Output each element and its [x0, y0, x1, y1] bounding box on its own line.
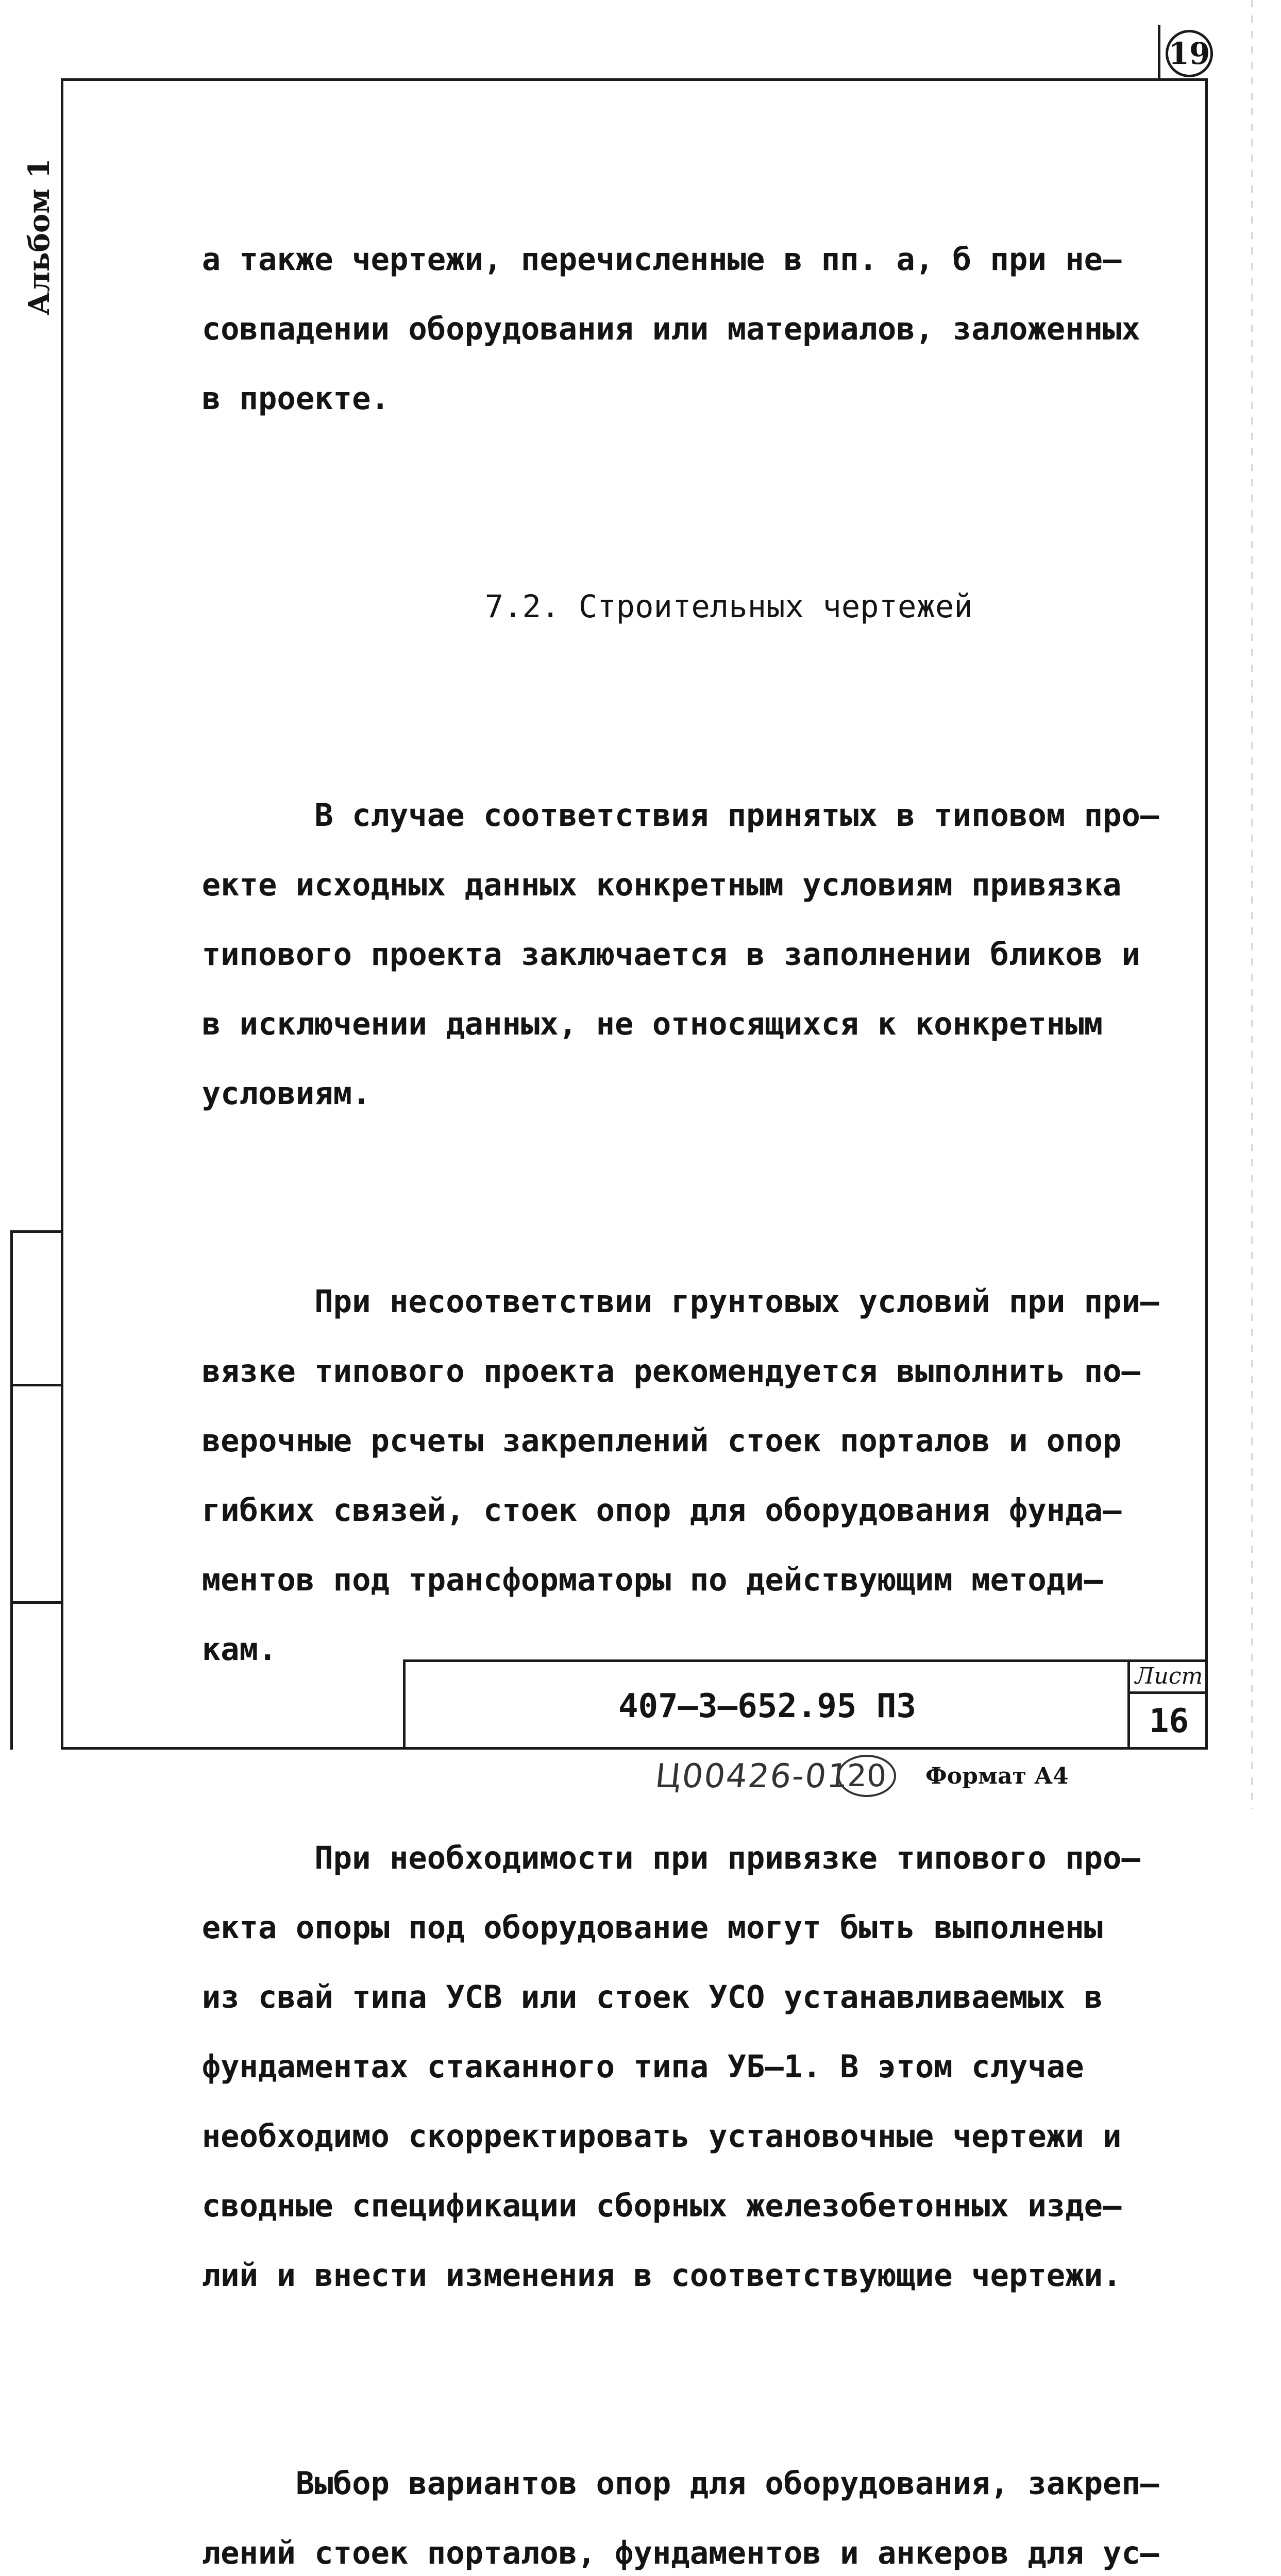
text-line: В случае соответствия принятых в типовом про– — [202, 798, 1159, 834]
heading-text: 7.2. Строительных чертежей — [485, 589, 973, 625]
paragraph — [127, 1250, 1204, 1703]
text-line: верочные рсчеты закреплений стоек порталов и опор — [202, 1423, 1122, 1459]
text-line: в исключении данных, не относящихся к конкретным — [202, 1006, 1103, 1042]
handwritten-archive-code: Ц00426-01 — [653, 1757, 851, 1796]
side-album-label: Альбом 1 — [22, 159, 56, 316]
paragraph — [127, 1806, 1204, 2328]
paragraph — [127, 208, 1204, 451]
text-line: фундаментах стаканного типа УБ–1. В этом случае — [202, 2049, 1084, 2085]
sheet-number: 16 — [1130, 1698, 1208, 1744]
text-line: а также чертежи, перечисленные в пп. а, б при не– — [202, 242, 1122, 278]
text-line: вязке типового проекта рекомендуется выполнить по– — [202, 1353, 1140, 1389]
text-line: кам. — [202, 1632, 277, 1668]
text-line: При несоответствии грунтовых условий при при– — [202, 1284, 1159, 1320]
paragraph — [127, 2432, 1204, 2576]
left-margin-strip — [10, 1230, 63, 1750]
document-code: 407–3–652.95 ПЗ — [407, 1686, 1127, 1727]
page-number: 19 — [1166, 30, 1213, 77]
section-heading — [127, 555, 1204, 660]
sheet-label: Лист — [1130, 1662, 1208, 1691]
text-line: екте исходных данных конкретным условиям привязка — [202, 867, 1122, 903]
text-line: условиям. — [202, 1076, 371, 1112]
paragraph — [127, 764, 1204, 1146]
text-line: ментов под трансформаторы по действующим методи– — [202, 1562, 1103, 1598]
format-label: Формат А4 — [925, 1761, 1069, 1792]
sheet-divider — [1127, 1691, 1208, 1694]
text-line: совпадении оборудования или материалов, заложенных — [202, 311, 1140, 347]
text-line: типового проекта заключается в заполнении бликов и — [202, 937, 1140, 973]
text-line: в проекте. — [202, 381, 390, 417]
handwritten-circled-number: 20 — [837, 1755, 896, 1797]
margin-divider — [10, 1384, 63, 1386]
scan-edge-line — [1251, 0, 1253, 1809]
text-line: из свай типа УСВ или стоек УСО устанавливаемых в — [202, 1979, 1103, 2015]
text-line: гибких связей, стоек опор для оборудования фунда– — [202, 1493, 1122, 1529]
text-line: При необходимости при привязке типового про– — [202, 1840, 1140, 1876]
margin-divider — [10, 1601, 63, 1604]
text-line: лий и внести изменения в соответствующие чертежи. — [202, 2258, 1122, 2294]
body-text — [127, 138, 1204, 2576]
text-line: екта опоры под оборудование могут быть выполнены — [202, 1910, 1103, 1946]
text-line: необходимо скорректировать установочные чертежи и — [202, 2119, 1122, 2155]
text-line: сводные спецификации сборных железобетонных изде– — [202, 2188, 1122, 2224]
text-line: Выбор вариантов опор для оборудования, закреп– — [202, 2466, 1159, 2502]
text-line: лений стоек порталов, фундаментов и анкеров для ус– — [202, 2535, 1159, 2571]
